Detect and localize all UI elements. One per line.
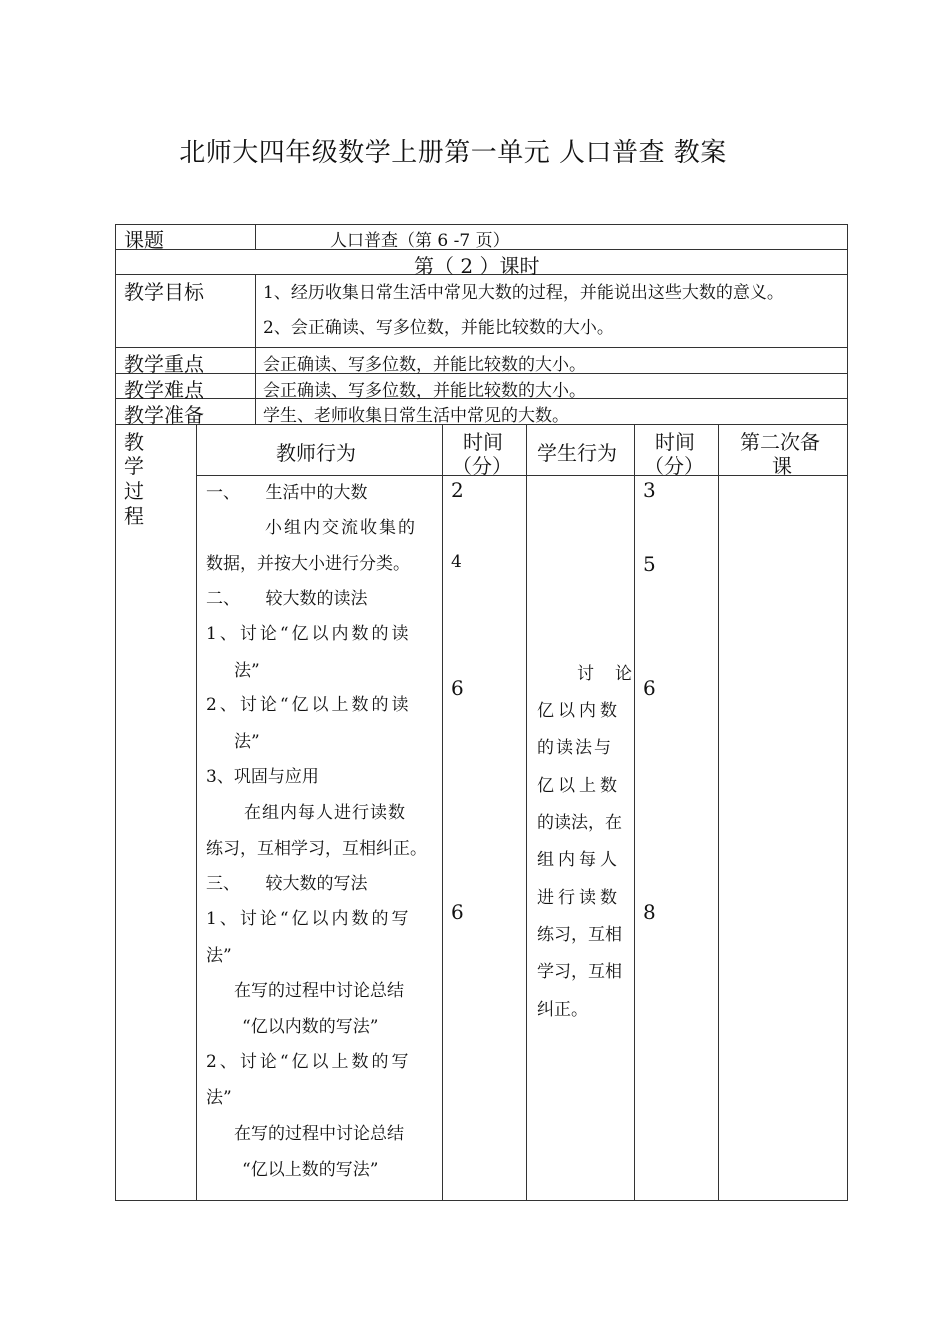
- teacher-line: 在组内每人进行读数: [244, 803, 406, 823]
- page-title: 北师大四年级数学上册第一单元 人口普查 教案: [179, 138, 727, 168]
- teacher-line: 2、讨论“亿以上数的读: [206, 695, 412, 715]
- student-line: 组内每人: [537, 850, 621, 870]
- student-time: 6: [643, 676, 656, 700]
- teacher-line: 练习，互相学习，互相纠正。: [206, 839, 427, 859]
- teacher-line: 1、讨论“亿以内数的读: [206, 624, 412, 644]
- teacher-time: 6: [451, 676, 464, 700]
- teacher-line: 小组内交流收集的: [265, 518, 417, 538]
- preparation-label: 教学准备: [124, 403, 204, 427]
- teacher-line: 法”: [206, 1088, 232, 1108]
- difficulty-value: 会正确读、写多位数，并能比较数的大小。: [263, 381, 586, 401]
- teacher-line: 3、巩固与应用: [206, 767, 319, 787]
- student-time: 5: [643, 552, 656, 576]
- student-line: 学习，互相: [537, 962, 622, 982]
- teacher-line: 2、讨论“亿以上数的写: [206, 1052, 412, 1072]
- header-second-prep-end: 课: [772, 454, 792, 478]
- teacher-line: “亿以上数的写法”: [242, 1160, 379, 1180]
- teacher-line: 在写的过程中讨论总结: [234, 981, 404, 1001]
- goal-label: 教学目标: [124, 280, 204, 304]
- student-line: 的读法，在: [537, 813, 622, 833]
- teacher-line: 数据，并按大小进行分类。: [206, 554, 410, 574]
- preparation-value: 学生、老师收集日常生活中常见的大数。: [263, 406, 569, 426]
- student-line: 讨 论: [577, 664, 634, 684]
- teacher-line: 1、讨论“亿以内数的写: [206, 909, 412, 929]
- goal-item-2: 2、会正确读、写多位数，并能比较数的大小。: [263, 318, 614, 338]
- student-time: 3: [643, 478, 656, 502]
- header-student: 学生行为: [537, 441, 617, 465]
- teacher-line: 三、 较大数的写法: [206, 874, 368, 894]
- teacher-line: 法”: [234, 661, 260, 681]
- topic-value: 人口普查（第 6 -7 页）: [330, 231, 510, 251]
- student-line: 纠正。: [537, 1000, 588, 1020]
- topic-label: 课题: [124, 228, 164, 252]
- header-time2-unit: （分）: [644, 454, 704, 478]
- key-point-label: 教学重点: [124, 352, 204, 376]
- process-label-char: 教: [124, 430, 144, 454]
- key-point-value: 会正确读、写多位数，并能比较数的大小。: [263, 355, 586, 375]
- header-time1: 时间: [463, 430, 503, 454]
- student-line: 亿以内数: [537, 701, 621, 721]
- goal-item-1: 1、经历收集日常生活中常见大数的过程，并能说出这些大数的意义。: [263, 283, 784, 303]
- header-time2: 时间: [655, 430, 695, 454]
- student-line: 进行读数: [537, 888, 621, 908]
- header-teacher: 教师行为: [276, 441, 356, 465]
- teacher-time: 6: [451, 900, 464, 924]
- teacher-time: 2: [451, 478, 464, 502]
- header-second-prep: 第二次备: [740, 430, 820, 454]
- student-time: 8: [643, 900, 656, 924]
- student-line: 亿以上数: [537, 776, 621, 796]
- process-label-char: 学: [124, 454, 144, 478]
- teacher-line: 二、 较大数的读法: [206, 589, 368, 609]
- teacher-line: 法”: [206, 946, 232, 966]
- teacher-line: 法”: [234, 732, 260, 752]
- student-line: 练习，互相: [537, 925, 622, 945]
- teacher-line: “亿以内数的写法”: [242, 1017, 379, 1037]
- lesson-number: 第（ 2 ）课时: [414, 254, 540, 278]
- student-line: 的读法与: [537, 738, 613, 758]
- process-label-char: 程: [124, 504, 144, 528]
- process-label-char: 过: [124, 479, 144, 503]
- header-time1-unit: （分）: [452, 454, 512, 478]
- difficulty-label: 教学难点: [124, 378, 204, 402]
- teacher-line: 在写的过程中讨论总结: [234, 1124, 404, 1144]
- teacher-time: 4: [451, 552, 462, 572]
- teacher-line: 一、 生活中的大数: [206, 483, 368, 503]
